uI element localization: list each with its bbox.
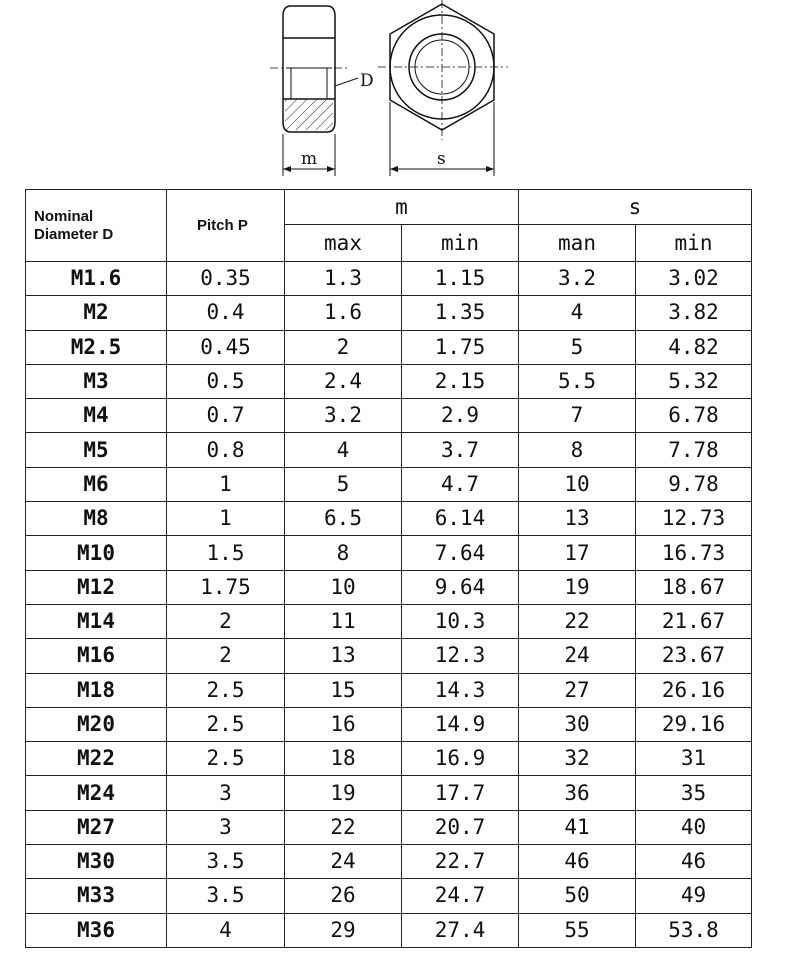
m-min-cell: 3.7 [402, 433, 519, 467]
m-min-cell: 2.9 [402, 399, 519, 433]
s-max-cell: 55 [519, 913, 636, 947]
pitch-cell: 2.5 [167, 742, 285, 776]
m-max-cell: 16 [285, 707, 402, 741]
s-max-cell: 10 [519, 467, 636, 501]
nominal-diameter-cell: M10 [26, 536, 167, 570]
thickness-label: m [301, 149, 318, 169]
table-row [26, 262, 752, 296]
s-min-cell: 35 [636, 776, 752, 810]
m-max-cell: 15 [285, 673, 402, 707]
pitch-cell: 3 [167, 810, 285, 844]
pitch-header: Pitch P [167, 190, 285, 262]
pitch-cell: 1.75 [167, 570, 285, 604]
s-min-cell: 49 [636, 879, 752, 913]
s-max-cell: 5 [519, 330, 636, 364]
pitch-cell: 3 [167, 776, 285, 810]
table-row [26, 570, 752, 604]
m-min-cell: 20.7 [402, 810, 519, 844]
table-row [26, 399, 752, 433]
m-min-header: min [402, 225, 519, 262]
table-row [26, 776, 752, 810]
nominal-diameter-cell: M24 [26, 776, 167, 810]
pitch-cell: 3.5 [167, 879, 285, 913]
m-min-cell: 6.14 [402, 502, 519, 536]
nominal-diameter-cell: M1.6 [26, 262, 167, 296]
m-min-cell: 14.9 [402, 707, 519, 741]
m-max-cell: 29 [285, 913, 402, 947]
s-min-cell: 5.32 [636, 364, 752, 398]
header-row-group [26, 190, 752, 225]
s-max-cell: 8 [519, 433, 636, 467]
table-row [26, 330, 752, 364]
table-row [26, 433, 752, 467]
m-max-cell: 1.3 [285, 262, 402, 296]
s-max-cell: 4 [519, 296, 636, 330]
m-max-cell: 1.6 [285, 296, 402, 330]
table-row [26, 707, 752, 741]
pitch-cell: 0.35 [167, 262, 285, 296]
s-min-cell: 40 [636, 810, 752, 844]
s-min-cell: 9.78 [636, 467, 752, 501]
m-min-cell: 7.64 [402, 536, 519, 570]
nominal-diameter-cell: M3 [26, 364, 167, 398]
pitch-cell: 0.5 [167, 364, 285, 398]
nominal-diameter-cell: M12 [26, 570, 167, 604]
m-max-cell: 2 [285, 330, 402, 364]
m-min-cell: 1.35 [402, 296, 519, 330]
s-max-cell: 36 [519, 776, 636, 810]
m-min-cell: 17.7 [402, 776, 519, 810]
nominal-diameter-cell: M6 [26, 467, 167, 501]
s-min-cell: 3.02 [636, 262, 752, 296]
nominal-diameter-header [26, 190, 167, 262]
hex-nut-spec-table [25, 189, 752, 948]
m-min-cell: 10.3 [402, 604, 519, 638]
table-row [26, 845, 752, 879]
s-max-cell: 3.2 [519, 262, 636, 296]
table-row [26, 913, 752, 947]
s-max-cell: 30 [519, 707, 636, 741]
m-max-cell: 13 [285, 639, 402, 673]
s-max-cell: 13 [519, 502, 636, 536]
nominal-header-line-1: Nominal [34, 207, 94, 225]
nominal-diameter-cell: M2 [26, 296, 167, 330]
m-min-cell: 9.64 [402, 570, 519, 604]
table-row [26, 296, 752, 330]
m-max-cell: 24 [285, 845, 402, 879]
s-group-header: s [519, 190, 752, 225]
m-min-cell: 27.4 [402, 913, 519, 947]
s-max-cell: 22 [519, 604, 636, 638]
m-min-cell: 14.3 [402, 673, 519, 707]
pitch-cell: 2.5 [167, 707, 285, 741]
nominal-diameter-cell: M20 [26, 707, 167, 741]
pitch-cell: 1 [167, 502, 285, 536]
spec-table-body [26, 262, 752, 948]
nominal-diameter-cell: M2.5 [26, 330, 167, 364]
m-max-cell: 6.5 [285, 502, 402, 536]
across-flats-label: s [437, 149, 446, 169]
hex-nut-drawing [0, 0, 800, 186]
s-max-cell: 5.5 [519, 364, 636, 398]
nominal-diameter-cell: M27 [26, 810, 167, 844]
pitch-cell: 0.45 [167, 330, 285, 364]
s-min-cell: 29.16 [636, 707, 752, 741]
nominal-diameter-cell: M22 [26, 742, 167, 776]
m-max-cell: 26 [285, 879, 402, 913]
nominal-diameter-cell: M8 [26, 502, 167, 536]
table-row [26, 810, 752, 844]
s-min-cell: 18.67 [636, 570, 752, 604]
s-min-cell: 3.82 [636, 296, 752, 330]
nominal-diameter-cell: M33 [26, 879, 167, 913]
s-min-cell: 21.67 [636, 604, 752, 638]
s-max-cell: 7 [519, 399, 636, 433]
m-max-cell: 8 [285, 536, 402, 570]
pitch-cell: 0.4 [167, 296, 285, 330]
s-min-cell: 26.16 [636, 673, 752, 707]
m-min-cell: 24.7 [402, 879, 519, 913]
nominal-diameter-cell: M5 [26, 433, 167, 467]
pitch-cell: 0.8 [167, 433, 285, 467]
pitch-cell: 2 [167, 639, 285, 673]
table-row [26, 536, 752, 570]
m-min-cell: 1.75 [402, 330, 519, 364]
nominal-diameter-cell: M4 [26, 399, 167, 433]
s-max-header: man [519, 225, 636, 262]
pitch-cell: 3.5 [167, 845, 285, 879]
m-max-cell: 3.2 [285, 399, 402, 433]
s-max-cell: 46 [519, 845, 636, 879]
s-min-cell: 4.82 [636, 330, 752, 364]
s-min-cell: 16.73 [636, 536, 752, 570]
nominal-diameter-cell: M14 [26, 604, 167, 638]
s-max-cell: 27 [519, 673, 636, 707]
m-max-cell: 19 [285, 776, 402, 810]
s-min-cell: 31 [636, 742, 752, 776]
m-max-cell: 5 [285, 467, 402, 501]
m-max-cell: 18 [285, 742, 402, 776]
table-row [26, 364, 752, 398]
table-row [26, 467, 752, 501]
s-min-cell: 12.73 [636, 502, 752, 536]
nominal-header-line-2: Diameter D [34, 225, 114, 243]
pitch-cell: 1 [167, 467, 285, 501]
m-min-cell: 4.7 [402, 467, 519, 501]
m-min-cell: 12.3 [402, 639, 519, 673]
pitch-cell: 2 [167, 604, 285, 638]
s-max-cell: 17 [519, 536, 636, 570]
m-max-cell: 4 [285, 433, 402, 467]
diameter-label: D [360, 71, 374, 91]
pitch-cell: 1.5 [167, 536, 285, 570]
nominal-diameter-cell: M36 [26, 913, 167, 947]
s-max-cell: 32 [519, 742, 636, 776]
s-max-cell: 41 [519, 810, 636, 844]
s-max-cell: 50 [519, 879, 636, 913]
table-row [26, 673, 752, 707]
table-row [26, 604, 752, 638]
s-min-cell: 53.8 [636, 913, 752, 947]
s-min-cell: 7.78 [636, 433, 752, 467]
s-min-cell: 23.67 [636, 639, 752, 673]
nominal-diameter-cell: M18 [26, 673, 167, 707]
m-max-cell: 2.4 [285, 364, 402, 398]
s-min-cell: 46 [636, 845, 752, 879]
m-min-cell: 22.7 [402, 845, 519, 879]
m-min-cell: 1.15 [402, 262, 519, 296]
s-min-header: min [636, 225, 752, 262]
table-row [26, 879, 752, 913]
m-max-cell: 10 [285, 570, 402, 604]
table-row [26, 639, 752, 673]
pitch-cell: 2.5 [167, 673, 285, 707]
m-max-header: max [285, 225, 402, 262]
pitch-cell: 0.7 [167, 399, 285, 433]
nominal-diameter-cell: M16 [26, 639, 167, 673]
m-max-cell: 11 [285, 604, 402, 638]
m-group-header: m [285, 190, 519, 225]
nominal-diameter-cell: M30 [26, 845, 167, 879]
table-row [26, 502, 752, 536]
m-min-cell: 16.9 [402, 742, 519, 776]
pitch-cell: 4 [167, 913, 285, 947]
table-row [26, 742, 752, 776]
m-min-cell: 2.15 [402, 364, 519, 398]
s-max-cell: 24 [519, 639, 636, 673]
s-max-cell: 19 [519, 570, 636, 604]
s-min-cell: 6.78 [636, 399, 752, 433]
m-max-cell: 22 [285, 810, 402, 844]
